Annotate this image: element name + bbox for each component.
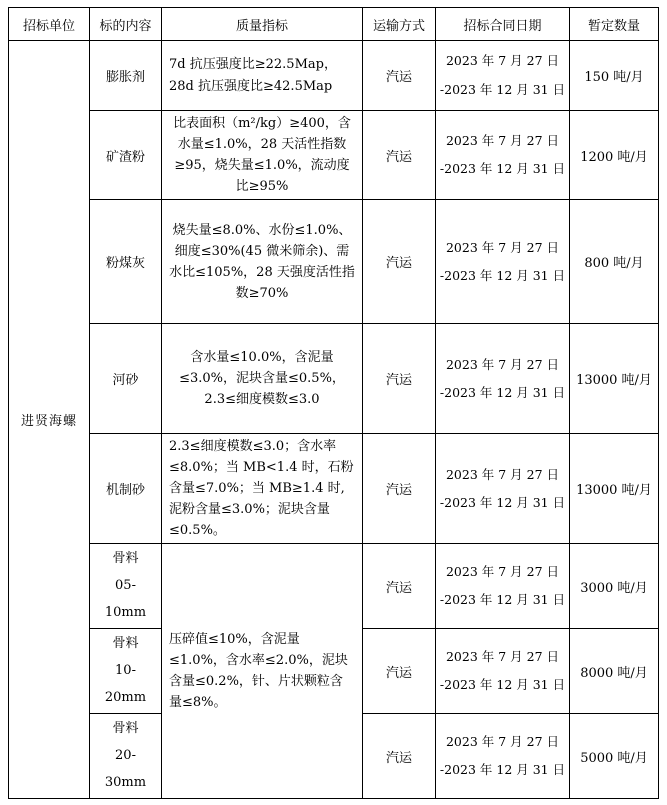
- date-start: 2023 年 7 月 27 日: [445, 132, 560, 148]
- table-row: [9, 200, 659, 324]
- transport-cell: 汽运: [363, 714, 436, 799]
- quantity-cell: 150 吨/月: [570, 41, 659, 111]
- date-cell: [436, 111, 570, 200]
- header-row: [9, 8, 659, 41]
- item-size: 10-20mm: [104, 662, 147, 705]
- date-cell: [436, 629, 570, 714]
- header-tentative-quantity: 暂定数量: [570, 8, 659, 41]
- date-cell: [436, 41, 570, 111]
- date-end: -2023 年 12 月 31 日: [439, 267, 566, 283]
- table-row: [9, 111, 659, 200]
- quantity-cell: 3000 吨/月: [570, 544, 659, 629]
- date-end: -2023 年 12 月 31 日: [439, 677, 566, 693]
- quality-cell-aggregate: 压碎值≤10%，含泥量≤1.0%，含水率≤2.0%，泥块含量≤0.2%，针、片状颗粒含量≤8%。: [162, 544, 363, 799]
- transport-cell: 汽运: [363, 200, 436, 324]
- item-cell: [90, 629, 162, 714]
- item-cell: 粉煤灰: [90, 200, 162, 324]
- item-cell: 矿渣粉: [90, 111, 162, 200]
- date-end: -2023 年 12 月 31 日: [439, 762, 566, 778]
- transport-cell: 汽运: [363, 544, 436, 629]
- table-row: [9, 434, 659, 544]
- quality-cell: 比表面积（m²/kg）≥400，含水量≤1.0%，28 天活性指数≥95，烧失量≤1.0%，流动度比≥95%: [162, 111, 363, 200]
- header-quality-indicator: 质量指标: [162, 8, 363, 41]
- date-cell: [436, 544, 570, 629]
- date-end: -2023 年 12 月 31 日: [439, 81, 566, 97]
- date-start: 2023 年 7 月 27 日: [445, 239, 560, 255]
- date-start: 2023 年 7 月 27 日: [445, 466, 560, 482]
- item-name: 骨料: [112, 551, 139, 567]
- table-row: [9, 324, 659, 434]
- date-cell: [436, 200, 570, 324]
- item-name: 骨料: [112, 636, 139, 652]
- quantity-cell: 13000 吨/月: [570, 434, 659, 544]
- date-end: -2023 年 12 月 31 日: [439, 494, 566, 510]
- quality-cell: 烧失量≤8.0%、水份≤1.0%、细度≤30%(45 微米筛余)、需水比≤105%，28 天强度活性指数≥70%: [162, 200, 363, 324]
- date-start: 2023 年 7 月 27 日: [445, 53, 560, 69]
- item-size: 05-10mm: [104, 578, 147, 620]
- date-end: -2023 年 12 月 31 日: [439, 384, 566, 400]
- item-size: 20-30mm: [104, 747, 147, 790]
- header-transport-mode: 运输方式: [363, 8, 436, 41]
- header-bidding-unit: 招标单位: [9, 8, 90, 41]
- quality-cell: 7d 抗压强度比≥22.5Map，28d 抗压强度比≥42.5Map: [162, 41, 363, 111]
- quality-cell: 含水量≤10.0%，含泥量≤3.0%，泥块含量≤0.5%，2.3≤细度模数≤3.0: [162, 324, 363, 434]
- table-row: [9, 41, 659, 111]
- quantity-cell: 13000 吨/月: [570, 324, 659, 434]
- transport-cell: 汽运: [363, 111, 436, 200]
- bidding-table: [8, 7, 659, 799]
- header-subject-content: 标的内容: [90, 8, 162, 41]
- item-name: 骨料: [112, 721, 139, 737]
- quantity-cell: 8000 吨/月: [570, 629, 659, 714]
- bidding-unit-cell: 进贤海螺: [9, 41, 90, 799]
- transport-cell: 汽运: [363, 324, 436, 434]
- item-cell: [90, 714, 162, 799]
- transport-cell: 汽运: [363, 41, 436, 111]
- date-start: 2023 年 7 月 27 日: [445, 356, 560, 372]
- date-start: 2023 年 7 月 27 日: [445, 649, 560, 665]
- table-row: [9, 544, 659, 629]
- item-cell: [90, 544, 162, 629]
- date-cell: [436, 434, 570, 544]
- date-cell: [436, 324, 570, 434]
- quantity-cell: 5000 吨/月: [570, 714, 659, 799]
- quantity-cell: 1200 吨/月: [570, 111, 659, 200]
- item-cell: 机制砂: [90, 434, 162, 544]
- date-start: 2023 年 7 月 27 日: [445, 564, 560, 580]
- date-start: 2023 年 7 月 27 日: [445, 734, 560, 750]
- quantity-cell: 800 吨/月: [570, 200, 659, 324]
- quality-cell: 2.3≤细度模数≤3.0；含水率≤8.0%；当 MB<1.4 时，石粉含量≤7.0%；当 MB≥1.4 时,泥粉含量≤3.0%；泥块含量≤0.5%。: [162, 434, 363, 544]
- date-end: -2023 年 12 月 31 日: [439, 161, 566, 177]
- header-contract-date: 招标合同日期: [436, 8, 570, 41]
- item-cell: 膨胀剂: [90, 41, 162, 111]
- transport-cell: 汽运: [363, 629, 436, 714]
- item-cell: 河砂: [90, 324, 162, 434]
- transport-cell: 汽运: [363, 434, 436, 544]
- date-cell: [436, 714, 570, 799]
- date-end: -2023 年 12 月 31 日: [439, 592, 566, 608]
